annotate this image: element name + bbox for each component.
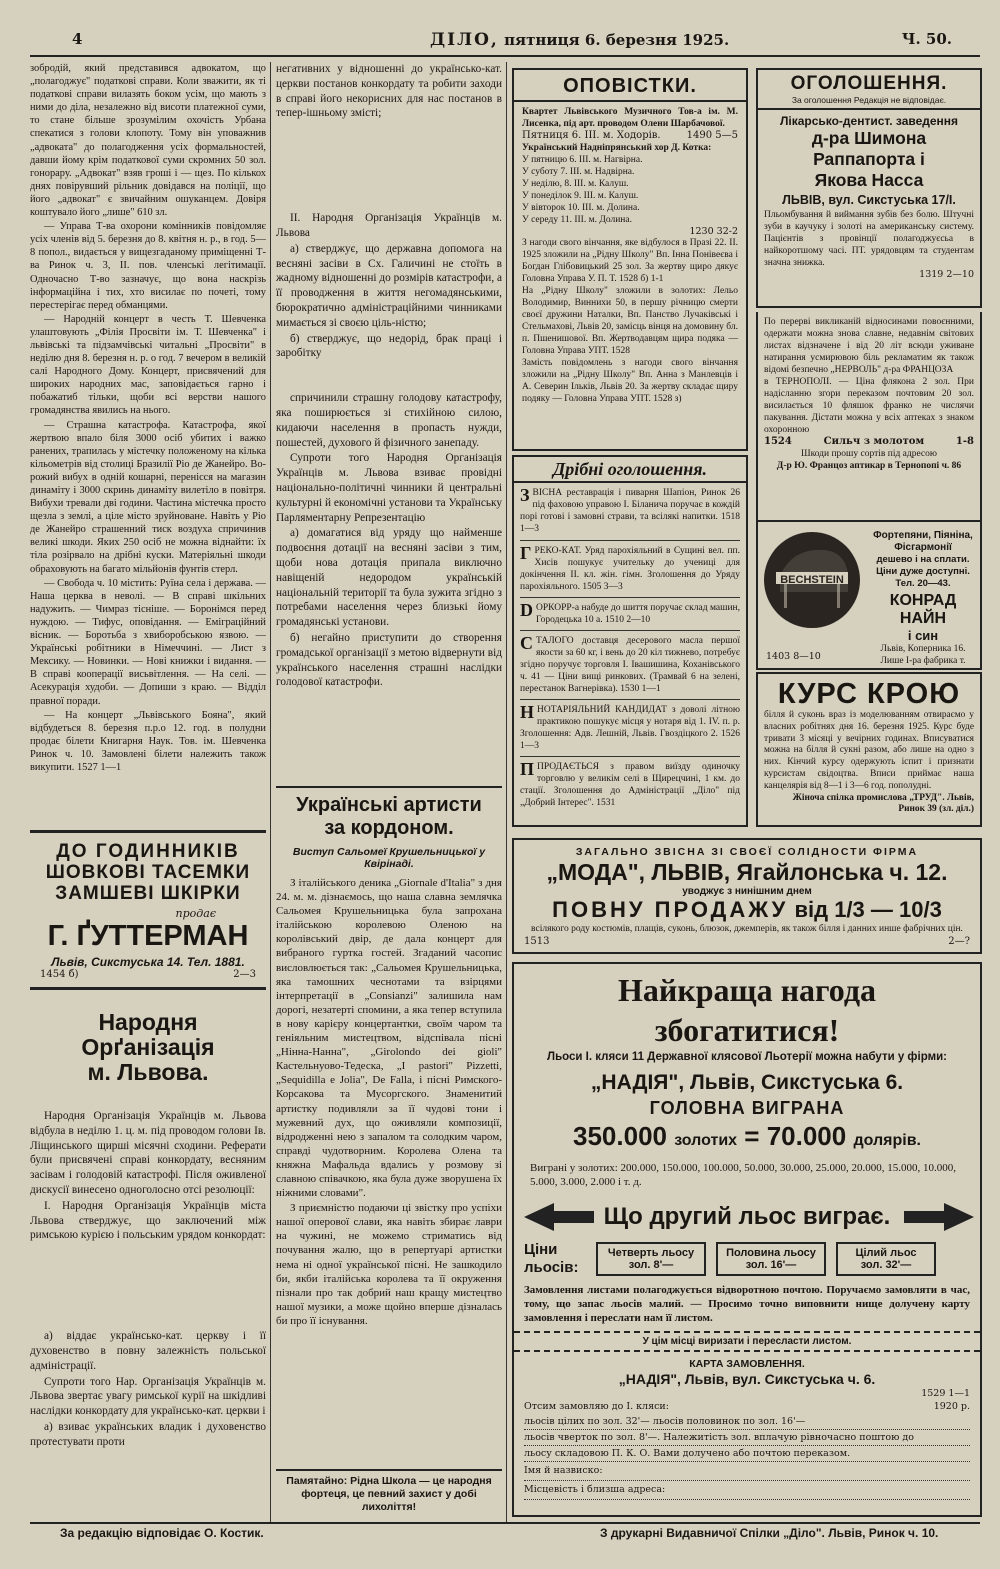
article-paragraph: Супроти того Народня Організація Українців м. Львова взиває провідні національно-політичні чинники й центральні культурні й економічні установи та Українську Парляментарну Репрезентацію [276, 452, 502, 524]
schedule-row: У понеділок 9. III. м. Калуш. [522, 191, 639, 202]
ad-address: Львів, Коперника 16. Лише І-ра фабрика т. [880, 644, 966, 666]
ad-line: уводжує з нинішним днем [682, 886, 812, 897]
issue-number: Ч. 50. [901, 30, 952, 48]
ad-code: 2—? [948, 935, 970, 947]
article-paragraph: негативних у відношенні до українсько-кат. церкви постанов конкордату та робити заходи в справі його некорисних для нас постанов в тепер-ішньому змісті; [276, 63, 502, 120]
ad-text: в ТЕРНОПОЛІ. — Ціна флякона 2 зол. При надісланню згори переказом почтовим 20 зол. висилається 10 фляшок франко не числячи пакування. Дістати можна у всіх аптеках з знаком охоронною [764, 377, 974, 435]
ad-title: Найкраща нагода збогатитися! [617, 972, 876, 1048]
ad-code: 1319 2—10 [919, 269, 974, 280]
classified-text: РЕКО-КАТ. Уряд парохіяльний в Сущині вел. пп. Хисів пошукує учительку до учениці для докінчення II. кл. жін. гімн. Зголошення до Уряду парохіяльного. 1505 3—3 [520, 546, 740, 592]
section-title: Дрібні оголошення. [514, 457, 746, 483]
ad-address: Львів, Сикстуська 14. Тел. 1881. [51, 955, 245, 969]
bechstein-logo-text: BECHSTEIN [780, 574, 844, 586]
ad-line: ЗАГАЛЬНО ЗВІСНА ЗІ СВОЄЇ СОЛІДНОСТИ ФІРМА [575, 846, 919, 858]
divider [520, 699, 740, 700]
order-card-line[interactable]: льосів чверток по зол. 8'—. Належитість зол. вплачую рівночасно поштою до [524, 1430, 970, 1446]
schedule-code: 1230 32-2 [689, 226, 738, 238]
announcement: Квартет Львівського Музичного Тов-а ім. М. Лисенка, під арт. проводом Олени Шарбачової. [522, 107, 738, 129]
ad-text: Шкоди прошу сортів під адресою [800, 449, 937, 460]
divider [520, 756, 740, 757]
ad-firm-name: і син [907, 628, 939, 643]
article-paragraph: З італійського деника „Giornale d'Italia" з дня 24. м. м. дізнаємось, що наша славна землячка Сальомея Крушельницька була запрохана італійською королевою Оленою на королівський двір, де дала концерт для вибраного гуртка гостей. Згаданий часопис висловлюється так: „Сальомея Крушельницька, яка тамошних чеснотами та взірцями інтерпретації в „Consianzi" залишила нам дорогі, незатерті спомини, а яка тепер вступила в нову карієру концертантки, своїм чаром та геніяльним мистецтвом, відспівала пісні „Нінна-Нанна", „Girolondo dei gioli" Кастельнуово-Тедеска, „I pastori" Pizzetti, „Sequidilla e Jolia", De Falla, і пісні Римского-Корсакова та Мусоргского. Знаменитий артистку подивляли за її чудові тони і мужевний дух, що оживляли композиції, відродженні нею з запалом та солодким чаром, справді чудотворним. Королева Олена та княжна Мафальда вдались у розмову зі славною співачкою, яка була дуже зворушена їх ніжними словами". [276, 877, 502, 1200]
ad-code: 1454 б) [40, 969, 79, 980]
prices-label-2: льосів: [524, 1259, 579, 1276]
ad-bechstein [756, 520, 982, 670]
drop-cap: Г [520, 543, 532, 563]
classified-ad [520, 487, 740, 535]
event-code: 1490 5—5 [686, 130, 738, 141]
price-label: Половина льосу [726, 1247, 816, 1259]
ad-code: 1524 [764, 436, 792, 447]
article-paragraph: б) негайно приступити до створення громадської організації з метою відвернути від українського населення страшні наслідки голодової катастрофи. [276, 631, 502, 689]
ad-slogan-row [764, 436, 974, 448]
banner-text: Що другий льос виграє. [603, 1203, 891, 1230]
divider [520, 597, 740, 598]
order-card-name-field[interactable]: Імя й назвиско: [524, 1462, 970, 1481]
classified-ad [520, 545, 740, 593]
issue-date: пятниця 6. березня 1925. [504, 31, 730, 49]
divider [520, 630, 740, 631]
article-title: м. Львова. [87, 1059, 209, 1085]
price-whole [836, 1242, 936, 1276]
news-item: — Свобода ч. 10 містить: Руїна села і держава. — Наша церква в неволі. — В справі шкільних надужить. — Чимраз тісніше. — Боронімся перед нуждою. — Тифус, оповідання. — Еміграційний вісник. — Боротьба з хвиборобською язвою. — Українські робітники в Німеччині. — Лист з Мексику. — Новинки. — Нові книжки і видання. — В справі кооперації висьвітлення. — На селі. — Асекурація худоби. — Допиши з краю. — Відділ правної поради. [30, 577, 266, 707]
ad-code: 1-8 [955, 436, 974, 447]
section-classifieds [512, 455, 748, 827]
ad-line: Фортепяни, Піяніна, Фісгармонії [873, 530, 973, 553]
classified-text: ОРКОРР-а набуде до шиття поручає склад машин, Городецька 10 а. 1510 2—10 [536, 603, 740, 625]
ad-code: 1513 [524, 935, 550, 947]
footer-printer: З друкарні Видавничої Спілки „Діло". Львів, Ринок ч. 10. [600, 1526, 939, 1540]
schedule-row: У суботу 7. III. м. Надвірна. [522, 167, 635, 178]
classified-ad [520, 761, 740, 809]
ad-brand: „МОДА", ЛЬВІВ, Ягайлонська ч. 12. [546, 859, 948, 885]
article-paragraph: б) стверджує, що недорід, брак праці і заробітку [276, 332, 502, 360]
equals-sign: = [744, 1121, 760, 1151]
jackpot-amount: 70.000 [766, 1121, 847, 1151]
classified-ad [520, 602, 740, 626]
ad-gutterman [30, 830, 266, 990]
ad-firm: „НАДІЯ", Львів, Сикстуська 6. [590, 1071, 904, 1094]
ad-slogan: Сильч з молотом [823, 436, 925, 447]
section-title: ОПОВІСТКИ. [514, 74, 746, 102]
order-card-code: 1529 1—1 [921, 1388, 970, 1399]
column-news [30, 62, 266, 822]
price-row [524, 1241, 970, 1277]
article-paragraph: а) віддає українсько-кат. церкву і її духовенство в повну залежність польської адміністрації. [30, 1330, 266, 1372]
ad-text: Д-р Ю. Францоз аптикар в Тернопопі ч. 86 [776, 461, 962, 472]
schedule-row: У вівторок 10. III. м. Долина. [522, 203, 640, 214]
footer-editor: За редакцію відповідає О. Костик. [60, 1526, 264, 1540]
ad-firm-name: КОНРАД НАЙН [889, 592, 957, 627]
article-paragraph: І. Народня Організація Українців міста Львова стверджує, що заключений між римською курією і польським урядом конкордат: [30, 1199, 266, 1242]
order-card-line[interactable]: льосів цілих по зол. 32'— льосів половинок по зол. 16'— [524, 1414, 970, 1430]
ad-address: ЛЬВІВ, вул. Сикстуська 17/I. [782, 193, 956, 207]
announcement: Український Надніпрянський хор Д. Котка: [522, 143, 712, 154]
price-value: зол. 8'— [628, 1259, 674, 1271]
section-opovistky [512, 68, 748, 451]
article-paragraph: З приємністю подаючи ці звістку про успіхи нашої оперової слави, яка навіть збирає лаври на чужині, не можемо стриматись від почування жалю, що в репертуарі артистки нема ні одної української пісні. Не зашкодило би, якби італійська королева та її окруження пізнали про так добрий наш кращу мистецтво нашої музики, а може щойно вперше дізналась би про її існування. [276, 1202, 502, 1327]
order-line-year: 1920 р. [933, 1401, 970, 1412]
ad-kurs [756, 672, 982, 827]
jackpot-unit: золотих [674, 1132, 738, 1149]
ad-line: ДО ГОДИННИКІВ [56, 841, 240, 862]
article-title: Українські артисти [296, 794, 482, 816]
ad-sale-range: від 1/3 — 10/3 [794, 897, 942, 922]
ad-moda [512, 838, 982, 954]
notice-banner: Памятайно: Рідна Школа — це народня фортеця, це певний захист у добі лихоліття! [276, 1469, 502, 1514]
ad-signature: Жіноча спілка промислова „ТРУД". Львів, Ринок 39 (зл. діл.) [792, 792, 974, 815]
article-paragraph: II. Народня Організація Українців м. Львова [276, 212, 502, 239]
order-card-firm: „НАДІЯ", Львів, вул. Сикстуська ч. 6. [618, 1371, 876, 1387]
masthead-line [430, 30, 729, 50]
ad-text: По перерві викликаній відносинами повоєнними, одержати можна знова славне, недавнім світових листах відзначене і від 20 літ всюди уживане натирання усмирювою біль рекламатим як також відомі безпечно „НЕРВОЛЬ" д-ра ФРАНЦОЗА [764, 317, 974, 375]
divider [520, 540, 740, 541]
article-paragraph: Народня Організація Українців м. Львова відбула в неділю 1. ц. м. під проводом голови Ів. Ліщинського щирші місячні сходини. Реферати були присвячені справі конкордату, весняним засівам і голодовій катастрофі. Після оживленої дискусії винесено одноголосно отсі резолюції: [30, 1110, 266, 1196]
classified-text: НОТАРІЯЛЬНИЙ КАНДИДАТ з доволі літною практикою пошукує місця у нотаря від 1. IV. п. р. Зголошення: Адв. Лешній, Львів. Гвоздіцкого 2. 1526 1—3 [520, 705, 740, 751]
spacer [30, 1243, 266, 1329]
ad-text: Замовлення листами полагоджується відворотною почтою. Поручаємо замовляти в час, тому, що запас льосів малий. — Просимо точно виповнити нище долучену карту замовлення і переслати нам її листом. [524, 1284, 970, 1324]
classified-text: ПРОДАЄТЬСЯ з правом виїзду одиночку торговлю у великім селі в Щирецчині, 1 км. до стації. Зголошення до Адміністрації „Діло" під „Добрий Інтерес". 1531 [520, 762, 740, 808]
ad-nervol [756, 312, 982, 520]
article-paragraph: Супроти того Нар. Організація Українців м. Львова звертає увагу римської курії на шкідливі наслідки конкордату для українсько-кат. церкви і [30, 1375, 266, 1418]
schedule-row: У неділю, 8. III. м. Калуш. [522, 179, 629, 190]
section-ogoloshennia [756, 68, 982, 308]
announcement-row [522, 130, 738, 142]
page-header [20, 30, 980, 52]
news-item: — На концерт „Львівського Бояна", який відбудеться 8. березня п.р.о 12. год. в полудни продає білети Книгарня Наук. Тов. ім. Шевченка Ринок ч. 10. Замовлені білети належить також викупити. 1527 1—1 [30, 709, 266, 773]
announcement: На „Рідну Школу" зложили в золотих: Лельо Володимир, Виннихи 50, в першу річницю смерти своєї дружини Наталки, Вп. Панство Лучаківські і Стельмахові, Львів 20, замісць вінця на домовину бл. п. Пшенишової. Вп. Жертводавцям щира подяка — Головна Управа УПТ. 1528 [522, 286, 738, 357]
price-value: зол. 16'— [745, 1259, 797, 1271]
drop-cap: Н [520, 702, 535, 722]
classified-ad [520, 704, 740, 752]
order-card-line [524, 1399, 970, 1414]
spacer [276, 121, 502, 211]
jackpot-amount: 350.000 [573, 1121, 667, 1151]
header-rule [30, 55, 980, 57]
classified-text: ВІСНА реставрація і пиварня Шапіон, Ринок 26 під фаховою управою І. Біланича поручає в кождій порі готові і замовні страви, та всілякі напитки. 1518 1—3 [520, 488, 740, 534]
banner-row [524, 1199, 970, 1235]
article-paragraph: а) домагатися від уряду що найменше подвоєння дотації на весняні засіви з тим, щоби нова дотація припала виключно навіщеній недородом українській національній території та була зужита згідно з потребами населення через близькі йому громадянські установи. [276, 527, 502, 629]
price-label: Четверть льосу [607, 1247, 695, 1259]
announcement: З нагоди свого вінчання, яке відбулося в Празі 22. II. 1925 зложили на „Рідну Школу" Вп. Інна Понівеєва і Богдан Глібовицький 25 зол. За жертву щиро дякує Головна Управа У. П. Т. 1528 б) 1-1 [522, 238, 738, 285]
article-paragraph: а) взиває українських владик і духовенство протестувати проти [30, 1420, 266, 1448]
event-line: Пятниця 6. III. м. Ходорів. [522, 130, 661, 141]
jackpot-unit: долярів. [853, 1132, 921, 1149]
ad-code: 2—3 [233, 969, 256, 980]
drop-cap: С [520, 633, 533, 653]
ad-line: Якова Насса [814, 170, 924, 190]
prices-label-1: Ціни [524, 1241, 558, 1258]
section-title: ОГОЛОШЕННЯ. [790, 73, 948, 94]
ad-sale-text: ПОВНУ ПРОДАЖУ [552, 897, 789, 922]
ad-code: 1403 8—10 [766, 651, 821, 662]
classified-text: ТАЛОГО доставця десерового масла першої якости за 60 кг, і вень до 20 кіл тижнево, потребує згідно поручує торговля І. Івашишина, Коханівського ч. 41 — Ціни вищі ринкових. (Трамвай 6 на зелені, перестанок Вагнерівка). 1530 1—1 [520, 636, 740, 694]
prices-label [524, 1241, 586, 1277]
ad-firm-name: Г. ҐУТТЕРМАН [47, 920, 249, 952]
schedule-row: У середу 11. III. м. Долина. [522, 215, 632, 226]
article-narodnia [30, 1010, 266, 1515]
news-item: — Управа Т-ва охорони комінників повідомляє усіх членів від 5. березня до 8. квітня н. р., в год. 5—8 попол., видається у вищезгаданому приміщенні Т-ва Ринок ч. 3, II. пов. членські легітимації. Одночасно Т-во зазначує, що вона наскрізь інформаційна і тих, хто висилає по почеті, тому перестерігає перед обманцями. [30, 221, 266, 311]
schedule-row: У пятницю 6. III. м. Нагвірна. [522, 155, 643, 166]
price-label: Цілий льос [855, 1247, 917, 1259]
article-subtitle: Виступ Сальомеї Крушельницької у Квірінаді. [292, 846, 486, 870]
wins-label: Виграні у золотих: [530, 1162, 618, 1174]
ad-sale [524, 897, 970, 923]
page-number: 4 [72, 30, 83, 48]
section-note: За оголошення Редакція не відповідає. [758, 95, 980, 110]
news-item: — Народній концерт в честь Т. Шевченка улаштовують „Філія Просвіти ім. Т. Шевченка" і львівські та підзамчівські читальні „Просвіти" в неділю дня 8. березня н. р. о год. 7 вечером в великій салі Народного Дому. Концерт, присвячений для широких народних мас, заповідається гарно і побажатиб тільки, щоби всі верстви нашого громадянства явились на нього. [30, 313, 266, 417]
article-title: Народня Орґанізація [81, 1010, 215, 1060]
ad-line: ШОВКОВІ ТАСЕМКИ [45, 862, 251, 883]
ad-text: білля й суконь враз із моделюванням отвираємо у власних робітнях дня 16. березня 1925. Курс буде тривати 3 місяці у вечірних годинах. Вписуватися можна на білля й сукні разом, або лише на одно з них. Кінчий курсу одержують іспит і признати курсистам свідоцтва. Вписи приймає наша канцелярія від 8—1 і 3—6 год. пополудні. [764, 710, 974, 791]
price-value: зол. 32'— [860, 1259, 912, 1271]
order-line-text: Отсим замовляю до І. кляси: [524, 1401, 669, 1412]
paper-name: ДІЛО, [430, 30, 499, 50]
ad-sells: продає [175, 907, 216, 920]
ad-codes [524, 936, 970, 948]
jackpot-line [524, 1120, 970, 1157]
ad-line: Лікарсько-дентист. заведення [779, 114, 959, 128]
ad-line: д-ра Шимона Раппапорта і [811, 128, 927, 169]
ad-text: Пльомбування й виймання зубів без болю. Штучні зуби в каучуку і золоті на американську систему. Пацієнтів з провінції полагоджуєсьа в найкоротшому часі. ПТ. урядовцям та студентам значна знижка. [764, 210, 974, 268]
cut-line: У цім місці виризати і пересласти листом. [514, 1331, 980, 1352]
price-quarter [596, 1242, 706, 1276]
drop-cap: D [520, 600, 533, 620]
news-item: зобродій, який представився адвокатом, що „полагоджує" податкові справи. Коли зважити, як ті податкові справи вилазять боком усім, що мають з ними до діла, незалежно від висоти платежної суми, то стане більше зрозумілим охочість Урбана спекатися з голови клопоту. Тому він уповажнив „адвоката" до полагодження усіх формальностей, давши йому крім податкової суми скромних 50 зол. гонорару. „Адвокат" взяв гроші і — щез. По кількох днях повірувший рільник довідався на поліції, що його „адвокат" є звичайним ошуканцем. Довіря коштувало його „лише" 610 зл. [30, 63, 266, 219]
ad-text: всілякого роду костюмів, плащів, суконь, блюзок, джемперів, як також білля і данних инше фабрічних цін. [531, 924, 963, 934]
column-divider [506, 62, 507, 1522]
schedule-list [522, 154, 738, 226]
news-item: — Страшна катастрофа. Катастрофа, якої жертвою впало біля 3000 осіб убитих і важко ранених, трапилась у містечку положеному на кілька кільометрів від столиці Бразилії Ріо де Жанейро. Во-рожий вибух в одній кошарні, перенісся на магазин динаміту і 3000 скринь динаміту вилетіло в повітря. Вибухи тревали дві години. Частина містечка просто щезла з землі, а ціле місто зруйноване. Навіть у Ріо де Жанейро страшенний тиск воздуха спричинив великі шкоди. Яких 250 осіб не можна віднайти: їх тіла розірвало на дрібні куски. Матеріяльні шкоди обраховують на багато мільйонів фунтів стерл. [30, 419, 266, 575]
ad-lottery [512, 962, 982, 1517]
spacer [276, 361, 502, 391]
order-card-line[interactable]: льосу складовою П. К. О. Вами долучено або почтою переказом. [524, 1446, 970, 1462]
drop-cap: З [520, 485, 530, 505]
drop-cap: П [520, 759, 535, 779]
footer-rule [30, 1522, 980, 1524]
article-artists [276, 786, 502, 1516]
wins-list [524, 1157, 970, 1193]
ad-line: ГОЛОВНА ВИГРАНА [649, 1098, 845, 1118]
ad-line: ЗАМШЕВІ ШКІРКИ [55, 883, 241, 904]
order-card-address-field[interactable]: Місцевість і близша адреса: [524, 1481, 970, 1500]
ad-line: дешево і на сплати. Ціни дуже доступні. Тел. 20—43. [876, 554, 970, 589]
order-card-title: КАРТА ЗАМОВЛЕННЯ. [689, 1358, 805, 1370]
ad-codes [30, 969, 266, 981]
ad-title: КУРС КРОЮ [777, 678, 961, 710]
ad-line: Льоси І. кляси 11 Державної клясової Льотерії можна набути у фірми: [547, 1051, 947, 1063]
classified-ad [520, 635, 740, 695]
column-divider [270, 62, 271, 1522]
article-paragraph: спричинили страшну голодову катастрофу, яка поширюється зі стихійною силою, кидаючи населення в пропасть нужди, пошестей, духового й фізичного занепаду. [276, 392, 502, 449]
column-resolutions [276, 62, 502, 842]
wins-values: 200.000, 150.000, 100.000, 50.000, 30.000, 25.000, 20.000, 15.000, 10.000, 5.000, 3.000, 2.000 і т. д. [530, 1162, 957, 1188]
ad-body [868, 530, 978, 667]
article-title: за кордоном. [324, 817, 454, 839]
announcement: Замість повідомлень з нагоди свого вінчання зложили на „Рідну Школу" Вп. Анна з Манлевців і А. Северин Ільків, Львів 20. За жертву складає щиру подяку — Головна Управа УПТ. 1528 з) [522, 358, 738, 405]
price-half [716, 1242, 826, 1276]
article-paragraph: а) стверджує, що державна допомога на весняні засіви в Сх. Галичині не стоїть в жадному відношенні до розмірів катастрофи, а її проводження в життя негомадянськими, бюрократично адміністраційними чинниками мимається зі своєю ціль-ністю; [276, 242, 502, 329]
